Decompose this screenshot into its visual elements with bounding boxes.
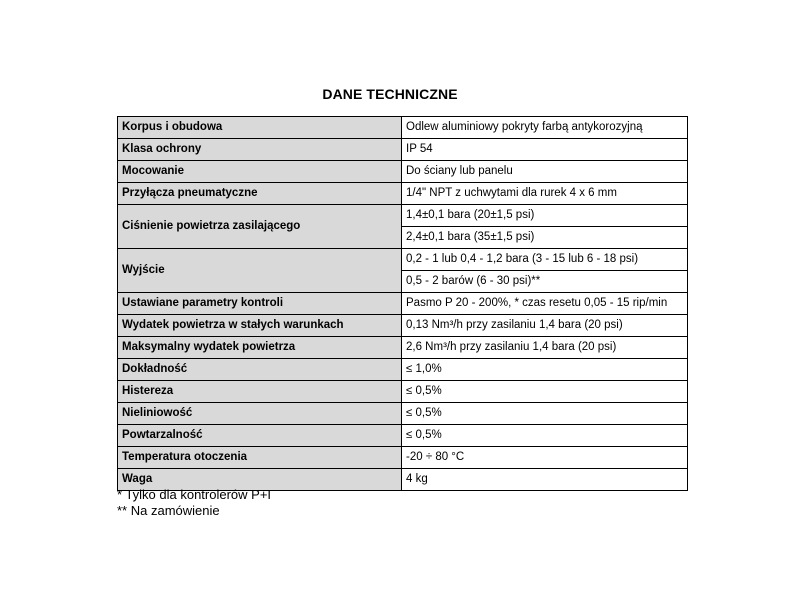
table-row xyxy=(118,183,688,205)
footnotes xyxy=(117,487,271,519)
row-value: 2,4±0,1 bara (35±1,5 psi) xyxy=(402,227,688,249)
table-row xyxy=(118,381,688,403)
table-row xyxy=(118,161,688,183)
footnote-pi-only: * Tylko dla kontrolerów P+I xyxy=(117,487,272,502)
table-row xyxy=(118,205,688,227)
table-row xyxy=(118,425,688,447)
spec-table xyxy=(117,116,688,491)
table-row xyxy=(118,359,688,381)
row-label: Powtarzalność xyxy=(118,425,402,447)
table-row xyxy=(118,293,688,315)
row-label: Wydatek powietrza w stałych warunkach xyxy=(118,315,402,337)
page-title: DANE TECHNICZNE xyxy=(322,86,458,102)
row-label: Temperatura otoczenia xyxy=(118,447,402,469)
row-value: 0,13 Nm³/h przy zasilaniu 1,4 bara (20 psi) xyxy=(402,315,688,337)
row-value: 0,5 - 2 barów (6 - 30 psi)** xyxy=(402,271,688,293)
row-label: Ciśnienie powietrza zasilającego xyxy=(118,205,402,249)
row-value: 1/4" NPT z uchwytami dla rurek 4 x 6 mm xyxy=(402,183,688,205)
row-value: 2,6 Nm³/h przy zasilaniu 1,4 bara (20 psi) xyxy=(402,337,688,359)
row-label: Histereza xyxy=(118,381,402,403)
row-value: ≤ 0,5% xyxy=(402,403,688,425)
row-label: Korpus i obudowa xyxy=(118,117,402,139)
row-value: 0,2 - 1 lub 0,4 - 1,2 bara (3 - 15 lub 6 - 18 psi) xyxy=(402,249,688,271)
table-row xyxy=(118,139,688,161)
row-label: Wyjście xyxy=(118,249,402,293)
table-row xyxy=(118,315,688,337)
table-row xyxy=(118,117,688,139)
row-value: ≤ 0,5% xyxy=(402,425,688,447)
row-value: IP 54 xyxy=(402,139,688,161)
row-value: Odlew aluminiowy pokryty farbą antykorozyjną xyxy=(402,117,688,139)
row-label: Maksymalny wydatek powietrza xyxy=(118,337,402,359)
row-label: Przyłącza pneumatyczne xyxy=(118,183,402,205)
row-value: ≤ 1,0% xyxy=(402,359,688,381)
table-row xyxy=(118,337,688,359)
row-label: Mocowanie xyxy=(118,161,402,183)
row-value: Pasmo P 20 - 200%, * czas resetu 0,05 - 15 rip/min xyxy=(402,293,688,315)
row-label: Waga xyxy=(118,469,402,491)
row-label: Nieliniowość xyxy=(118,403,402,425)
table-row xyxy=(118,403,688,425)
table-row xyxy=(118,447,688,469)
row-value: 4 kg xyxy=(402,469,688,491)
row-value: Do ściany lub panelu xyxy=(402,161,688,183)
footnote-on-order: ** Na zamówienie xyxy=(117,503,220,518)
row-label: Dokładność xyxy=(118,359,402,381)
row-value: 1,4±0,1 bara (20±1,5 psi) xyxy=(402,205,688,227)
row-label: Klasa ochrony xyxy=(118,139,402,161)
row-label: Ustawiane parametry kontroli xyxy=(118,293,402,315)
table-row xyxy=(118,249,688,271)
row-value: ≤ 0,5% xyxy=(402,381,688,403)
row-value: -20 ÷ 80 °C xyxy=(402,447,688,469)
